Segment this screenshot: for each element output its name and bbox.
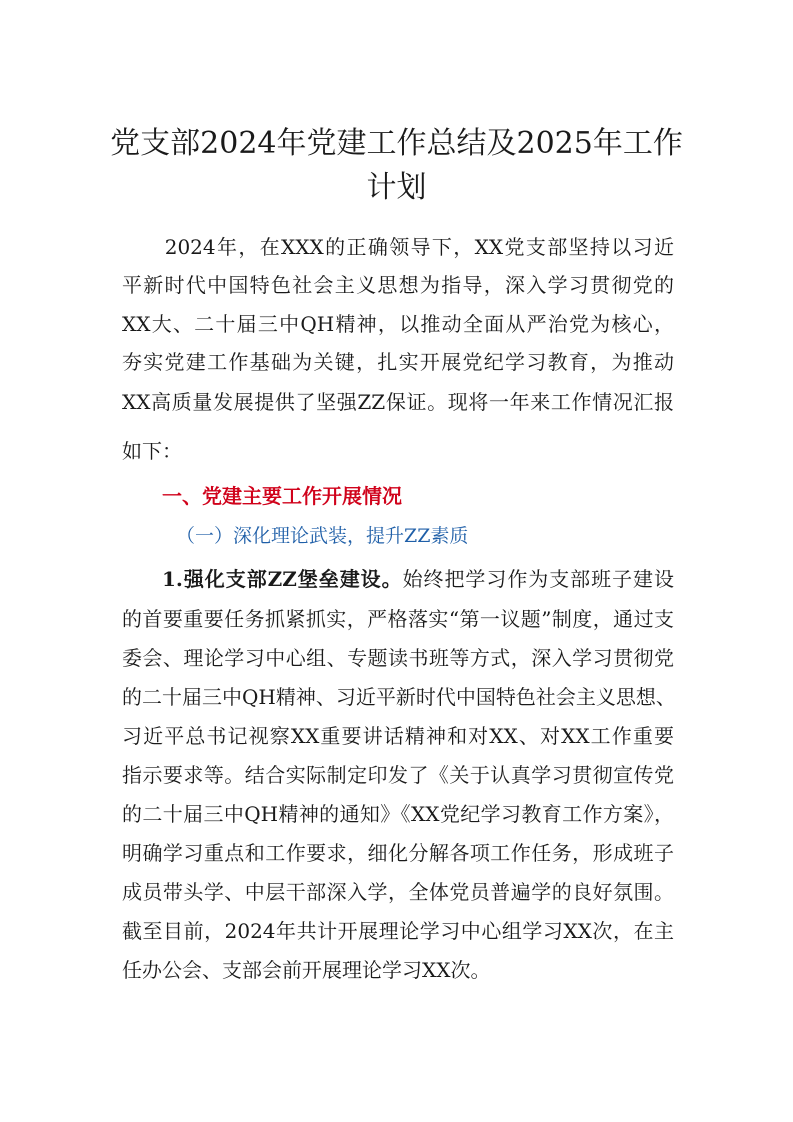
intro-paragraph-line: 2024年，在XXX的正确领导下，XX党支部坚持以习近 bbox=[122, 235, 674, 259]
document-title-line-1: 党支部2024年党建工作总结及2025年工作 bbox=[110, 126, 683, 161]
intro-paragraph-line: 如下： bbox=[122, 439, 182, 463]
intro-paragraph-line: 平新时代中国特色社会主义思想为指导，深入学习贯彻党的 bbox=[122, 273, 674, 297]
section-heading: 一、党建主要工作开展情况 bbox=[162, 484, 402, 508]
item-first-line bbox=[162, 564, 674, 594]
item-paragraph-line: 委会、理论学习中心组、专题读书班等方式，深入学习贯彻党 bbox=[122, 646, 674, 670]
item-paragraph-line: 的首要重要任务抓紧抓实，严格落实“第一议题”制度，通过支 bbox=[122, 607, 674, 631]
item-lead: 1.强化支部ZZ堡垒建设。 bbox=[162, 567, 403, 591]
item-text: 始终把学习作为支部班子建设 bbox=[402, 567, 674, 591]
document-title-line-2: 计划 bbox=[366, 170, 427, 205]
item-paragraph-line: 指示要求等。结合实际制定印发了《关于认真学习贯彻宣传党 bbox=[122, 763, 674, 787]
item-paragraph-line: 明确学习重点和工作要求，细化分解各项工作任务，形成班子 bbox=[122, 841, 674, 865]
item-paragraph-line: 的二十届三中QH精神、习近平新时代中国特色社会主义思想、 bbox=[122, 685, 676, 709]
subsection-heading: （一）深化理论武装，提升ZZ素质 bbox=[176, 525, 469, 547]
intro-paragraph-line: 夯实党建工作基础为关键，扎实开展党纪学习教育，为推动 bbox=[122, 350, 674, 374]
intro-paragraph-line: XX高质量发展提供了坚强ZZ保证。现将一年来工作情况汇报 bbox=[122, 390, 674, 414]
item-paragraph-line: 习近平总书记视察XX重要讲话精神和对XX、对XX工作重要 bbox=[122, 724, 674, 748]
item-paragraph-line: 成员带头学、中层干部深入学，全体党员普遍学的良好氛围。 bbox=[122, 880, 674, 904]
intro-paragraph-line: XX大、二十届三中QH精神，以推动全面从严治党为核心， bbox=[122, 312, 674, 336]
item-paragraph-line: 截至目前，2024年共计开展理论学习中心组学习XX次，在主 bbox=[122, 919, 674, 943]
item-paragraph-line: 任办公会、支部会前开展理论学习XX次。 bbox=[122, 958, 491, 982]
item-paragraph-line: 的二十届三中QH精神的通知》《XX党纪学习教育工作方案》， bbox=[122, 802, 674, 826]
